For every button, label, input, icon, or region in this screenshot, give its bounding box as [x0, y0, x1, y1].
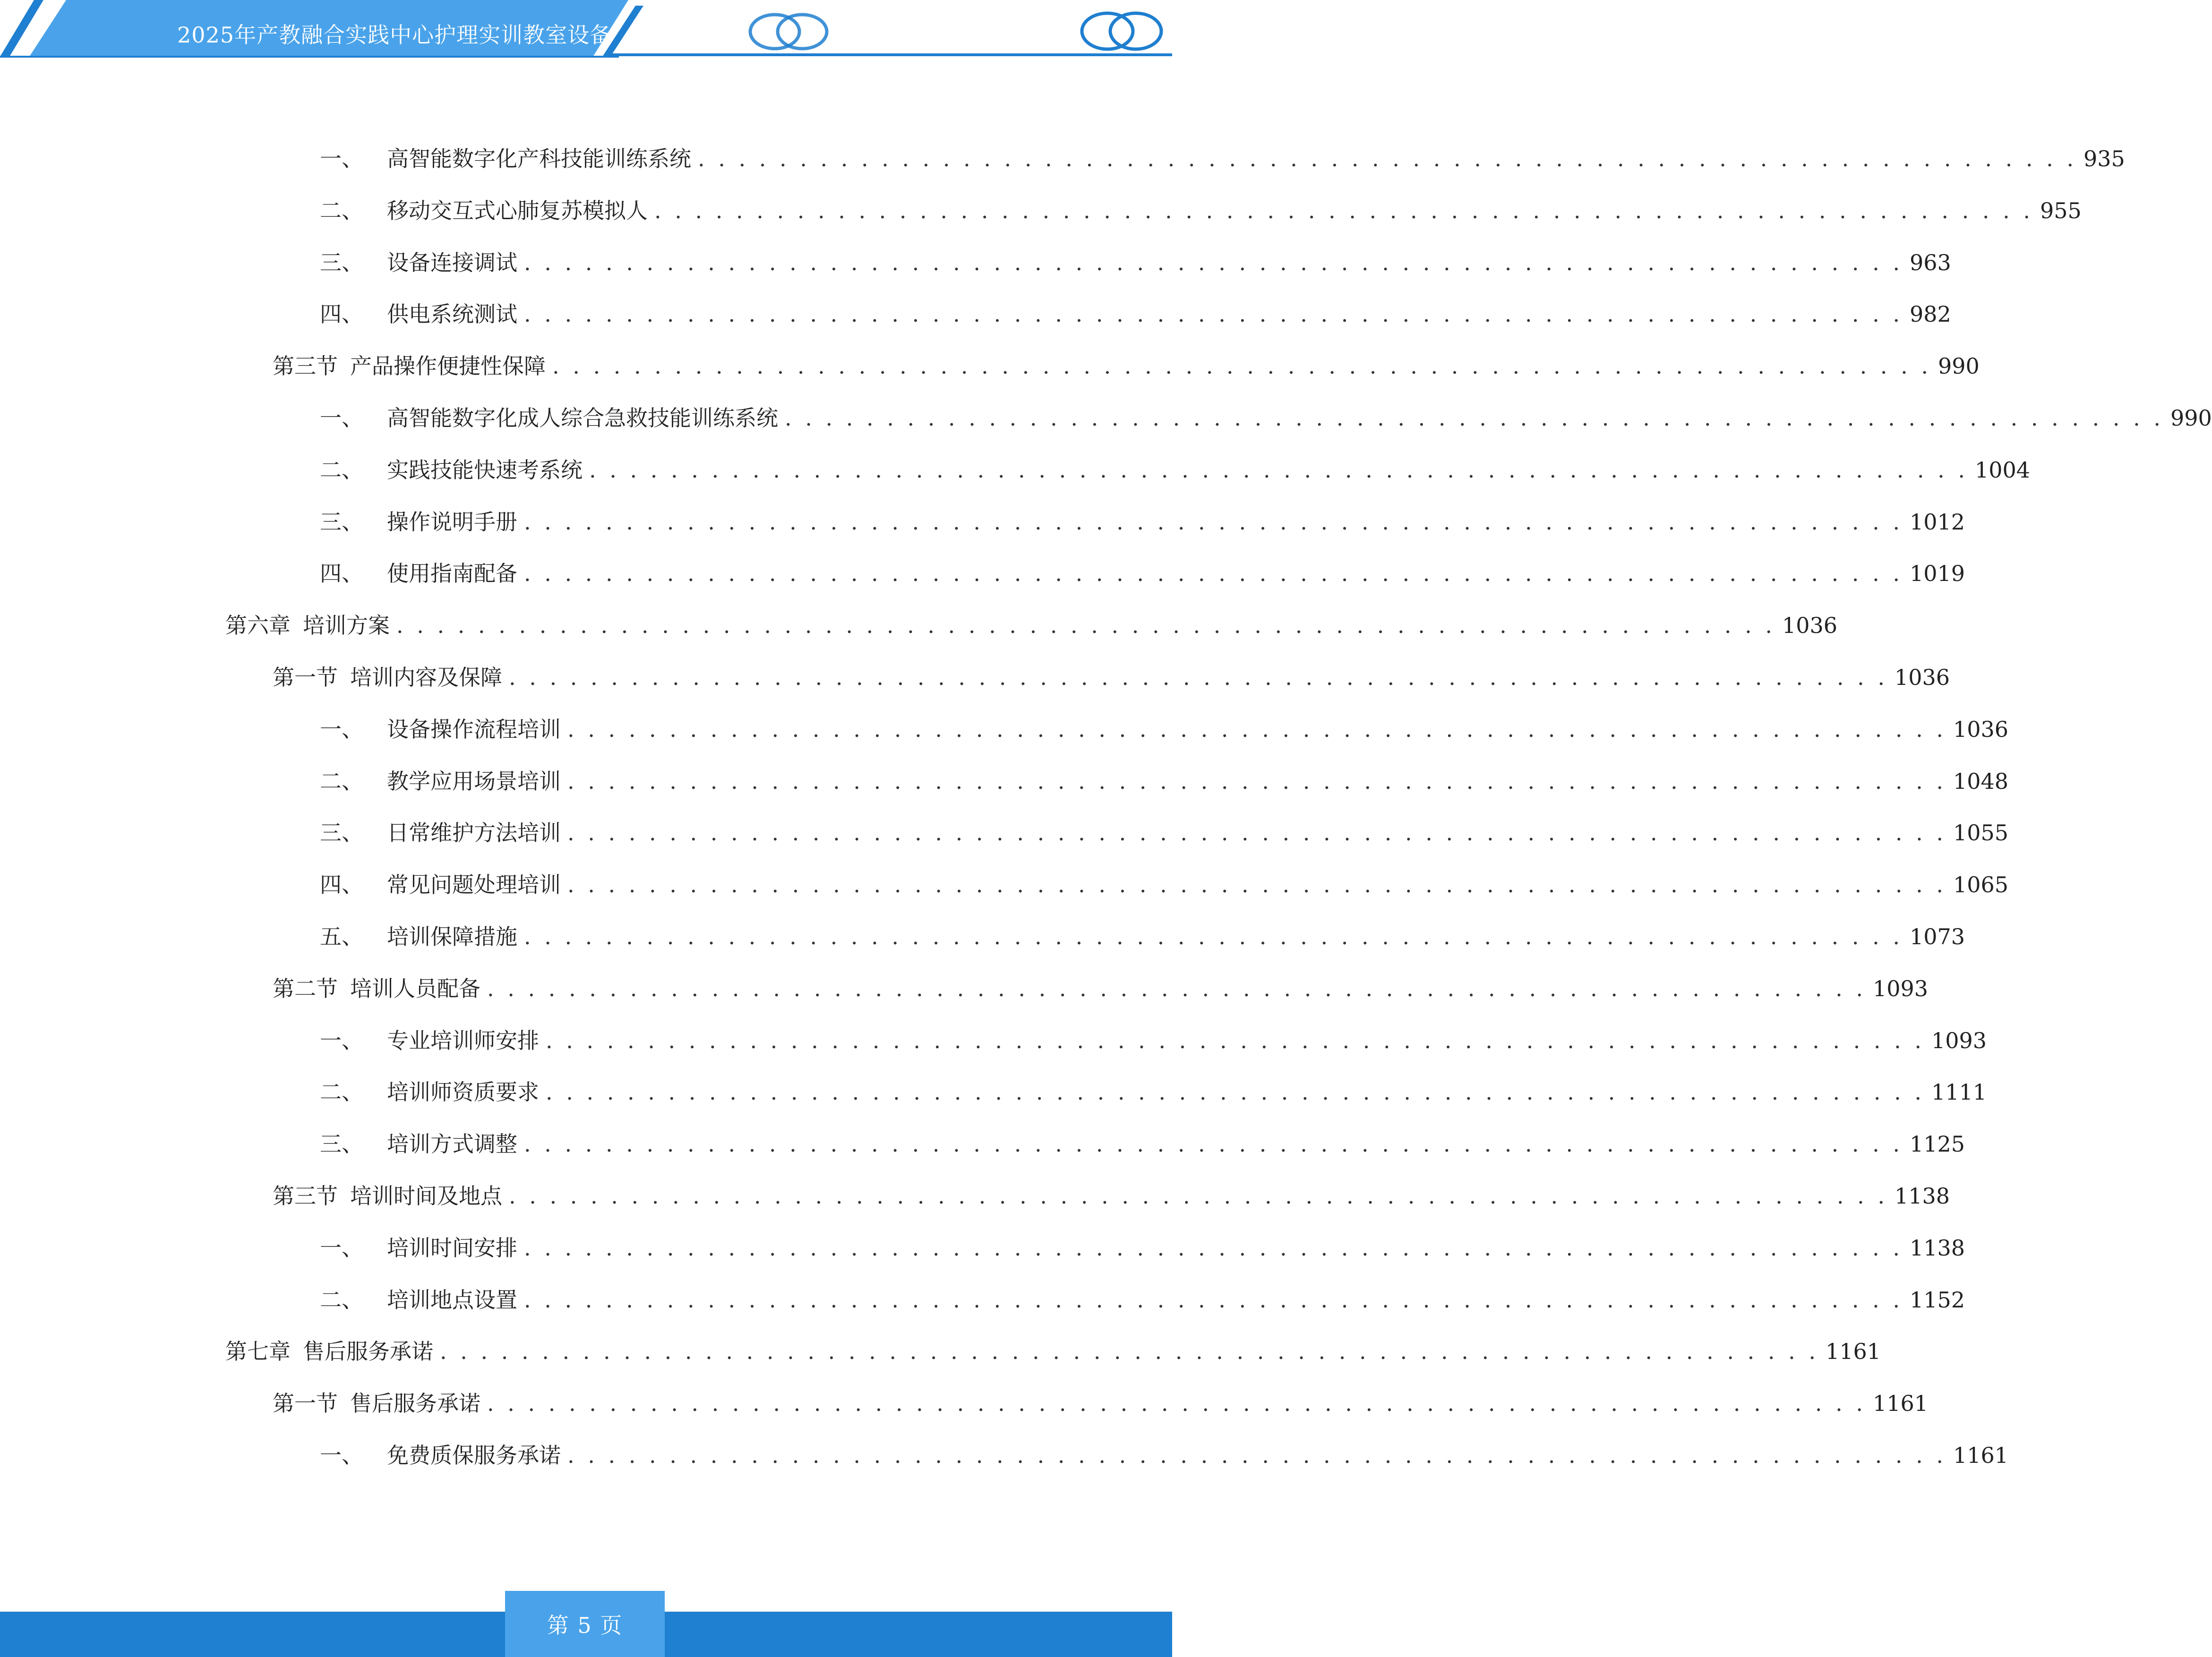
toc-entry[interactable] — [225, 608, 1838, 641]
toc-entry[interactable] — [273, 660, 1950, 693]
toc-entry-label: 售后服务承诺 — [350, 1391, 480, 1416]
toc-entry-page: 982 — [1909, 301, 1951, 327]
toc-entry[interactable] — [273, 349, 1980, 382]
toc-dot-leader: . . . . . . . . . . . . . . . . . . . . . . . . . . . . . . . . . . . . . . . . . . . . . . . . . . . . . . . . . . . . . . . . . . . . — [654, 198, 2033, 223]
toc-entry-page: 1012 — [1909, 509, 1965, 535]
toc-entry-page: 955 — [2040, 198, 2082, 223]
toc-entry-label: 培训方案 — [303, 613, 390, 638]
toc-entry[interactable] — [320, 556, 1965, 589]
toc-entry-prefix: 第二节 — [273, 976, 338, 1001]
toc-entry-page: 1161 — [1872, 1391, 1929, 1416]
toc-entry-label: 移动交互式心肺复苏模拟人 — [387, 198, 648, 223]
toc-entry-page: 1004 — [1974, 457, 2031, 483]
toc-entry-label: 售后服务承诺 — [303, 1339, 433, 1364]
toc-entry-label: 设备操作流程培训 — [387, 717, 561, 742]
toc-dot-leader: . . . . . . . . . . . . . . . . . . . . . . . . . . . . . . . . . . . . . . . . . . . . . . . . . . . . . . . . . . . . . . . . . . . . — [509, 665, 1888, 690]
toc-entry-prefix: 一、 — [320, 1443, 363, 1468]
toc-entry-page: 1036 — [1953, 717, 2009, 742]
toc-entry-page: 990 — [2170, 405, 2212, 431]
toc-entry[interactable] — [320, 868, 2009, 901]
toc-entry[interactable] — [320, 194, 2082, 227]
toc-entry[interactable] — [320, 1438, 2009, 1471]
toc-entry[interactable] — [273, 972, 1929, 1005]
toc-entry-label: 高智能数字化成人综合急救技能训练系统 — [387, 405, 778, 431]
toc-entry-prefix: 第一节 — [273, 665, 338, 690]
toc-entry-page: 1161 — [1825, 1339, 1881, 1364]
footer-page-tab — [505, 1591, 665, 1657]
toc-entry-page: 1093 — [1931, 1028, 1987, 1053]
toc-entry[interactable] — [225, 1334, 1881, 1367]
toc-entry[interactable] — [320, 1024, 1987, 1057]
toc-entry-prefix: 第三节 — [273, 353, 338, 379]
page-header — [0, 0, 1172, 61]
toc-entry-label: 培训时间安排 — [387, 1235, 517, 1261]
toc-entry-prefix: 二、 — [320, 1079, 363, 1105]
toc-entry-label: 操作说明手册 — [387, 509, 517, 535]
toc-dot-leader: . . . . . . . . . . . . . . . . . . . . . . . . . . . . . . . . . . . . . . . . . . . . . . . . . . . . . . . . . . . . . . . . . . . . — [567, 769, 1946, 794]
toc-entry-page: 1073 — [1909, 924, 1965, 949]
toc-dot-leader: . . . . . . . . . . . . . . . . . . . . . . . . . . . . . . . . . . . . . . . . . . . . . . . . . . . . . . . . . . . . . . . . . . . . — [785, 405, 2164, 431]
toc-dot-leader: . . . . . . . . . . . . . . . . . . . . . . . . . . . . . . . . . . . . . . . . . . . . . . . . . . . . . . . . . . . . . . . . . . . . — [524, 1235, 1903, 1261]
toc-entry-prefix: 四、 — [320, 561, 363, 586]
toc-entry-page: 1138 — [1909, 1235, 1965, 1261]
toc-entry-prefix: 一、 — [320, 717, 363, 742]
toc-entry-page: 1036 — [1782, 613, 1838, 638]
toc-entry[interactable] — [320, 401, 2212, 434]
toc-entry[interactable] — [320, 505, 1965, 538]
toc-entry[interactable] — [273, 1386, 1929, 1419]
toc-entry-label: 使用指南配备 — [387, 561, 517, 586]
toc-entry-prefix: 三、 — [320, 1131, 363, 1157]
toc-entry-page: 1125 — [1909, 1131, 1965, 1157]
toc-dot-leader: . . . . . . . . . . . . . . . . . . . . . . . . . . . . . . . . . . . . . . . . . . . . . . . . . . . . . . . . . . . . . . . . . . . . — [546, 1028, 1925, 1053]
toc-dot-leader: . . . . . . . . . . . . . . . . . . . . . . . . . . . . . . . . . . . . . . . . . . . . . . . . . . . . . . . . . . . . . . . . . . . . — [487, 976, 1866, 1001]
toc-entry-label: 专业培训师安排 — [387, 1028, 539, 1053]
toc-entry-prefix: 五、 — [320, 924, 363, 949]
toc-entry-label: 培训地点设置 — [387, 1287, 517, 1313]
toc-entry-page: 1065 — [1953, 872, 2009, 897]
double-ring-logo-icon — [1077, 9, 1167, 54]
toc-entry[interactable] — [320, 764, 2009, 797]
toc-entry[interactable] — [320, 246, 1951, 279]
toc-entry[interactable] — [320, 1231, 1965, 1264]
toc-entry-label: 供电系统测试 — [387, 301, 517, 327]
toc-entry-prefix: 二、 — [320, 1287, 363, 1313]
page-number: 第 5 页 — [547, 1613, 623, 1638]
toc-entry-label: 设备连接调试 — [387, 250, 517, 275]
toc-entry[interactable] — [320, 1127, 1965, 1160]
toc-entry-label: 日常维护方法培训 — [387, 820, 561, 846]
toc-entry[interactable] — [273, 1179, 1950, 1212]
toc-dot-leader: . . . . . . . . . . . . . . . . . . . . . . . . . . . . . . . . . . . . . . . . . . . . . . . . . . . . . . . . . . . . . . . . . . . . — [698, 146, 2077, 171]
double-ring-logo-icon — [746, 10, 832, 53]
toc-dot-leader: . . . . . . . . . . . . . . . . . . . . . . . . . . . . . . . . . . . . . . . . . . . . . . . . . . . . . . . . . . . . . . . . . . . . — [546, 1079, 1925, 1105]
toc-entry-prefix: 三、 — [320, 820, 363, 846]
header-title: 2025年产教融合实践中心护理实训教室设备 — [177, 22, 612, 48]
toc-entry-prefix: 一、 — [320, 1235, 363, 1261]
toc-entry-prefix: 二、 — [320, 198, 363, 223]
toc-dot-leader: . . . . . . . . . . . . . . . . . . . . . . . . . . . . . . . . . . . . . . . . . . . . . . . . . . . . . . . . . . . . . . . . . . . . — [567, 717, 1946, 742]
toc-dot-leader: . . . . . . . . . . . . . . . . . . . . . . . . . . . . . . . . . . . . . . . . . . . . . . . . . . . . . . . . . . . . . . . . . . . . — [567, 820, 1946, 846]
toc-entry-label: 培训保障措施 — [387, 924, 517, 949]
toc-dot-leader: . . . . . . . . . . . . . . . . . . . . . . . . . . . . . . . . . . . . . . . . . . . . . . . . . . . . . . . . . . . . . . . . . . . . — [589, 457, 1968, 483]
toc-entry-prefix: 四、 — [320, 872, 363, 897]
toc-entry-prefix: 三、 — [320, 250, 363, 275]
toc-dot-leader: . . . . . . . . . . . . . . . . . . . . . . . . . . . . . . . . . . . . . . . . . . . . . . . . . . . . . . . . . . . . . . . . . . . . — [524, 250, 1903, 275]
toc-entry-prefix: 三、 — [320, 509, 363, 535]
toc-dot-leader: . . . . . . . . . . . . . . . . . . . . . . . . . . . . . . . . . . . . . . . . . . . . . . . . . . . . . . . . . . . . . . . . . . . . — [487, 1391, 1866, 1416]
toc-entry-prefix: 四、 — [320, 301, 363, 327]
toc-entry-label: 培训师资质要求 — [387, 1079, 539, 1105]
toc-entry-page: 1111 — [1931, 1079, 1987, 1105]
toc-entry[interactable] — [320, 297, 1951, 330]
toc-entry-page: 1093 — [1872, 976, 1929, 1001]
toc-dot-leader: . . . . . . . . . . . . . . . . . . . . . . . . . . . . . . . . . . . . . . . . . . . . . . . . . . . . . . . . . . . . . . . . . . . . — [524, 301, 1903, 327]
toc-entry[interactable] — [320, 816, 2009, 849]
toc-entry-label: 产品操作便捷性保障 — [350, 353, 546, 379]
toc-dot-leader: . . . . . . . . . . . . . . . . . . . . . . . . . . . . . . . . . . . . . . . . . . . . . . . . . . . . . . . . . . . . . . . . . . . . — [396, 613, 1775, 638]
toc-entry[interactable] — [320, 453, 2031, 486]
toc-entry-label: 常见问题处理培训 — [387, 872, 561, 897]
toc-entry-label: 实践技能快速考系统 — [387, 457, 583, 483]
toc-entry-page: 1161 — [1953, 1443, 2009, 1468]
toc-entry[interactable] — [320, 712, 2009, 745]
toc-entry-label: 免费质保服务承诺 — [387, 1443, 561, 1468]
toc-entry-label: 教学应用场景培训 — [387, 769, 561, 794]
toc-dot-leader: . . . . . . . . . . . . . . . . . . . . . . . . . . . . . . . . . . . . . . . . . . . . . . . . . . . . . . . . . . . . . . . . . . . . — [567, 1443, 1946, 1468]
toc-entry-prefix: 二、 — [320, 769, 363, 794]
toc-entry-label: 培训方式调整 — [387, 1131, 517, 1157]
toc-entry-label: 培训内容及保障 — [350, 665, 502, 690]
toc-entry-page: 1138 — [1894, 1183, 1950, 1209]
toc-dot-leader: . . . . . . . . . . . . . . . . . . . . . . . . . . . . . . . . . . . . . . . . . . . . . . . . . . . . . . . . . . . . . . . . . . . . — [524, 509, 1903, 535]
toc-entry[interactable] — [320, 142, 2125, 175]
toc-dot-leader: . . . . . . . . . . . . . . . . . . . . . . . . . . . . . . . . . . . . . . . . . . . . . . . . . . . . . . . . . . . . . . . . . . . . — [524, 1131, 1903, 1157]
toc-entry-label: 培训时间及地点 — [350, 1183, 502, 1209]
toc-entry-page: 990 — [1938, 353, 1980, 379]
toc-entry-prefix: 第一节 — [273, 1391, 338, 1416]
toc-entry-prefix: 第七章 — [225, 1339, 291, 1364]
toc-dot-leader: . . . . . . . . . . . . . . . . . . . . . . . . . . . . . . . . . . . . . . . . . . . . . . . . . . . . . . . . . . . . . . . . . . . . — [524, 924, 1903, 949]
toc-entry-page: 1055 — [1953, 820, 2009, 846]
toc-dot-leader: . . . . . . . . . . . . . . . . . . . . . . . . . . . . . . . . . . . . . . . . . . . . . . . . . . . . . . . . . . . . . . . . . . . . — [440, 1339, 1819, 1364]
toc-entry-prefix: 第六章 — [225, 613, 291, 638]
toc-entry-page: 1019 — [1909, 561, 1965, 586]
toc-entry-prefix: 第三节 — [273, 1183, 338, 1209]
toc-dot-leader: . . . . . . . . . . . . . . . . . . . . . . . . . . . . . . . . . . . . . . . . . . . . . . . . . . . . . . . . . . . . . . . . . . . . — [524, 561, 1903, 586]
toc-entry[interactable] — [320, 1283, 1965, 1316]
toc-dot-leader: . . . . . . . . . . . . . . . . . . . . . . . . . . . . . . . . . . . . . . . . . . . . . . . . . . . . . . . . . . . . . . . . . . . . — [524, 1287, 1903, 1313]
toc-entry-page: 1036 — [1894, 665, 1950, 690]
toc-entry-page: 1152 — [1909, 1287, 1965, 1313]
toc-entry-page: 935 — [2083, 146, 2125, 171]
toc-entry[interactable] — [320, 1075, 1987, 1108]
toc-dot-leader: . . . . . . . . . . . . . . . . . . . . . . . . . . . . . . . . . . . . . . . . . . . . . . . . . . . . . . . . . . . . . . . . . . . . — [567, 872, 1946, 897]
toc-entry-prefix: 二、 — [320, 457, 363, 483]
toc-entry-prefix: 一、 — [320, 1028, 363, 1053]
toc-entry-label: 高智能数字化产科技能训练系统 — [387, 146, 691, 171]
toc-entry-label: 培训人员配备 — [350, 976, 480, 1001]
toc-dot-leader: . . . . . . . . . . . . . . . . . . . . . . . . . . . . . . . . . . . . . . . . . . . . . . . . . . . . . . . . . . . . . . . . . . . . — [509, 1183, 1888, 1209]
toc-entry-page: 1048 — [1953, 769, 2009, 794]
toc-dot-leader: . . . . . . . . . . . . . . . . . . . . . . . . . . . . . . . . . . . . . . . . . . . . . . . . . . . . . . . . . . . . . . . . . . . . — [552, 353, 1931, 379]
toc-entry[interactable] — [320, 920, 1965, 953]
toc-entry-page: 963 — [1909, 250, 1951, 275]
toc-entry-prefix: 一、 — [320, 405, 363, 431]
toc-entry-prefix: 一、 — [320, 146, 363, 171]
